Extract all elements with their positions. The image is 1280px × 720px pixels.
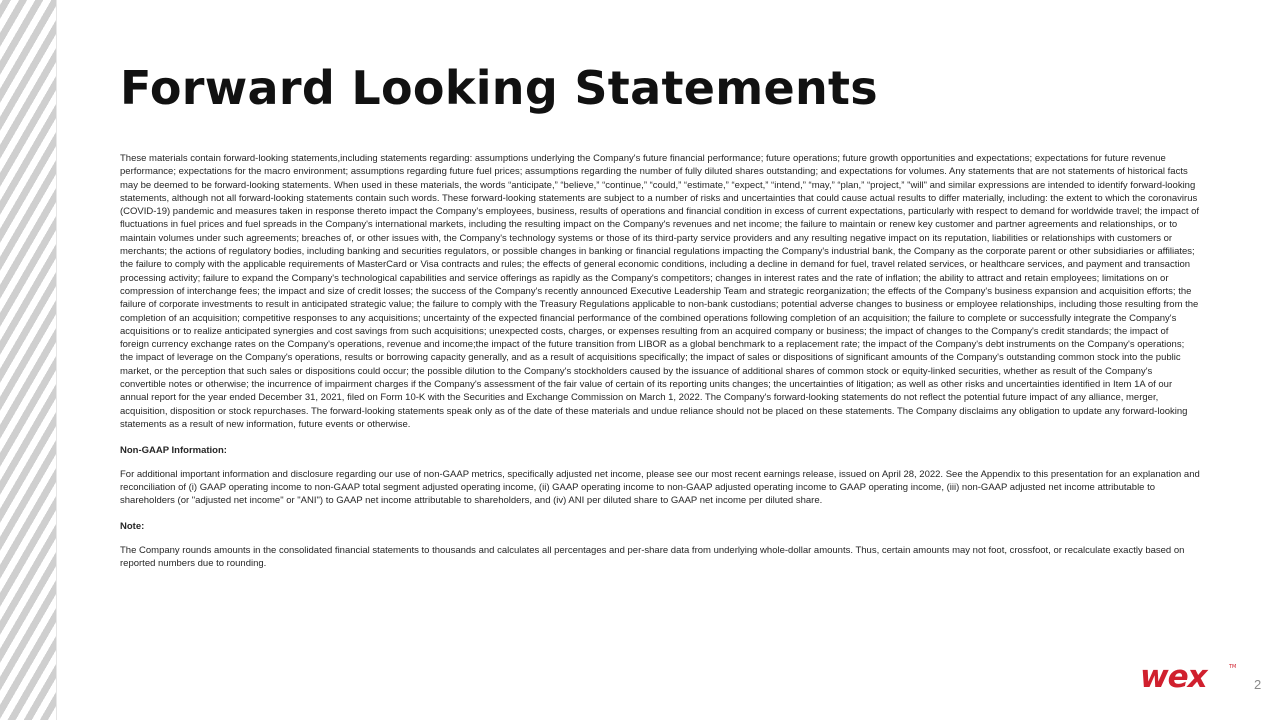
decorative-stripe-band (0, 0, 56, 720)
disclaimer-content (120, 152, 1200, 583)
logo-wordmark: wex (1140, 660, 1207, 690)
logo-trademark: TM (1229, 664, 1237, 670)
note-paragraph: The Company rounds amounts in the consolidated financial statements to thousands and calculates all percentages and per-share data from underlying whole-dollar amounts. Thus, certain amounts may not foot, crossfoot, or recalculate exactly based on reported numbers due to rounding. (120, 544, 1185, 570)
non-gaap-heading: Non-GAAP Information: (120, 445, 227, 457)
wex-logo (1140, 660, 1240, 690)
note-heading: Note: (120, 521, 145, 533)
page-number: 2 (1254, 677, 1262, 692)
stripe-band-edge (56, 0, 57, 720)
non-gaap-paragraph: For additional important information and disclosure regarding our use of non-GAAP metrics, specifically adjusted net income, please see our most recent earnings release, issued on April 28, 2022. See the Appendix to this presentation for an explanation and reconciliation of (i) GAAP operating income to non-GAAP total segment adjusted operating income, (ii) GAAP operating income to non-GAAP adjusted operating income to GAAP operating income, (iii) non-GAAP adjusted net income attributable to shareholders (or "adjusted net income" or "ANI") to GAAP net income attributable to shareholders, and (iv) ANI per diluted share to GAAP net income per diluted share. (120, 468, 1200, 507)
slide-title: Forward Looking Statements (120, 61, 878, 115)
forward-looking-paragraph: These materials contain forward-looking statements,including statements regarding: assumptions underlying the Company's future financial performance; future operations; future growth opportunities and expectations; expectations for future revenue performance; expectations for the macro environment; assumptions regarding future fuel prices; assumptions regarding the number of fully diluted shares outstanding; and expectations for volumes. Any statements that are not statements of historical facts may be deemed to be forward-looking statements. When used in these materials, the words “anticipate,” “believe,” “continue,” “could,” “estimate,” “expect,” “intend,” “may,” “plan,” “project,” "will" and similar expressions are intended to identify forward-looking statements, although not all forward-looking statements contain such words. These forward-looking statements are subject to a number of risks and uncertainties that could cause actual results to differ materially, including: the extent to which the coronavirus (COVID-19) pandemic and measures taken in response thereto impact the Company's employees, business, results of operations and financial condition in excess of current expectations, particularly with respect to demand for worldwide travel; the impact of fluctuations in fuel prices and fuel spreads in the Company's international markets, including the resulting impact on the Company's revenues and net income; the failure to maintain or renew key customer and partner agreements and relationships, or to maintain volumes under such agreements; breaches of, or other issues with, the Company's technology systems or those of its third-party service providers and any resulting negative impact on its reputation, liabilities or relationships with customers or merchants; the actions of regulatory bodies, including banking and securities regulators, or possible changes in banking or financial regulations impacting the Company's industrial bank, the Company as the corporate parent or other subsidiaries or affiliates; the failure to comply with the applicable requirements of MasterCard or Visa contracts and rules; the effects of general economic conditions, including a decline in demand for fuel, travel related services, or healthcare services, and payment and transaction processing activity; failure to expand the Company's technological capabilities and service offerings as rapidly as the Company's competitors; changes in interest rates and the rate of inflation; the ability to attract and retain employees; limitations on or compression of interchange fees; the impact and size of credit losses; the success of the Company's recently announced Executive Leadership Team and strategic reorganization; the effects of the Company's business expansion and acquisition efforts; the failure of corporate investments to result in anticipated strategic value; the failure to comply with the Treasury Regulations applicable to non-bank custodians; potential adverse changes to business or employee relationships, including those resulting from the completion of an acquisition; competitive responses to any acquisitions; uncertainty of the expected financial performance of the combined operations following completion of an acquisition; the failure to complete or successfully integrate the Company's acquisitions or to realize anticipated synergies and cost savings from such acquisitions; unexpected costs, charges, or expenses resulting from an acquired company or business; the impact of changes to the Company's credit standards; the impact of foreign currency exchange rates on the Company's operations, revenue and income;the impact of the future transition from LIBOR as a global benchmark to a replacement rate; the impact of the Company's debt instruments on the Company's operations; the impact of leverage on the Company's operations, results or borrowing capacity generally, and as a result of acquisitions specifically; the impact of sales or dispositions of significant amounts of the Company's outstanding common stock into the public market, or the perception that such sales or dispositions could occur; the possible dilution to the Company's stockholders caused by the issuance of additional shares of common stock or equity-linked securities, whether as result of the Company's convertible notes or otherwise; the incurrence of impairment charges if the Company's assessment of the fair value of certain of its reporting units changes; the uncertainties of litigation; as well as other risks and uncertainties identified in Item 1A of our annual report for the year ended December 31, 2021, filed on Form 10-K with the Securities and Exchange Commission on March 1, 2022. The Company's forward-looking statements do not reflect the potential future impact of any alliance, merger, acquisition, disposition or stock repurchases. The forward-looking statements speak only as of the date of these materials and undue reliance should not be placed on these statements. The Company disclaims any obligation to update any forward-looking statements as a result of new information, future events or otherwise. (120, 153, 1200, 430)
